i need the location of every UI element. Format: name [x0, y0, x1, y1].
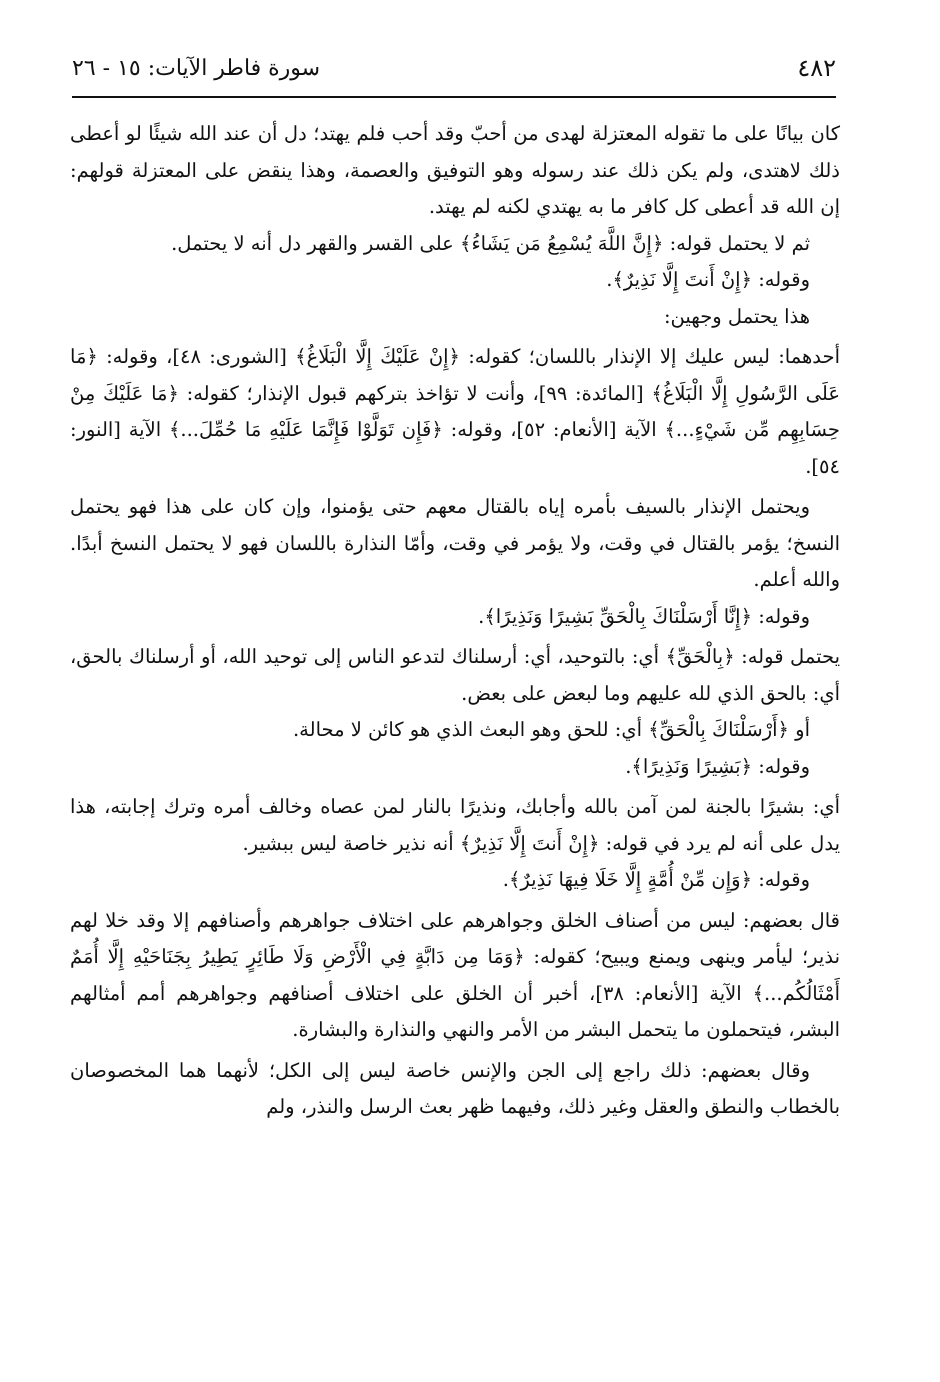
paragraph: وقوله: ﴿وَإِن مِّنْ أُمَّةٍ إِلَّا خَلَا فِيهَا نَذِيرٌ﴾.: [502, 868, 810, 891]
paragraph: وقوله: ﴿إِنْ أَنتَ إِلَّا نَذِيرٌ﴾.: [606, 268, 810, 291]
paragraph: أو ﴿أَرْسَلْنَاكَ بِالْحَقِّ﴾ أي: للحق وهو البعث الذي هو كائن لا محالة.: [292, 718, 810, 741]
paragraph: أحدهما: ليس عليك إلا الإنذار باللسان؛ كقوله: ﴿إِنْ عَلَيْكَ إِلَّا الْبَلَاغُ﴾ [الشورى: ٤٨]، وقوله: ﴿مَا عَلَى الرَّسُولِ إِلَّا الْبَلَاغُ﴾ [المائدة: ٩٩]، وأنت لا تؤاخذ بتركهم قبول الإنذار؛ كقوله: ﴿مَا عَلَيْكَ مِنْ حِسَابِهِم مِّن شَيْءٍ...﴾ الآية [الأنعام: ٥٢]، وقوله: ﴿فَإِن تَوَلَّوْا فَإِنَّمَا عَلَيْهِ مَا حُمِّلَ...﴾ الآية [النور: ٥٤].: [70, 345, 841, 478]
page-number: ٤٨٢: [797, 54, 836, 82]
paragraph: ثم لا يحتمل قوله: ﴿إِنَّ اللَّهَ يُسْمِعُ مَن يَشَاءُ﴾ على القسر والقهر دل أنه لا يحتمل.: [171, 231, 810, 255]
paragraph: ويحتمل الإنذار بالسيف بأمره إياه بالقتال معهم حتى يؤمنوا، وإن كان على هذا فهو يحتمل النسخ؛ يؤمر بالقتال في وقت، ولا يؤمر في وقت، وأمّا النذارة باللسان فهو لا يحتمل النسخ أبدًا. والله أعلم.: [70, 495, 840, 591]
paragraph: وقال بعضهم: ذلك راجع إلى الجن والإنس خاصة ليس إلى الكل؛ لأنهما هما المخصوصان بالخطاب والنطق والعقل وغير ذلك، وفيهما ظهر بعث الرسل والنذر، ولم: [70, 1058, 840, 1118]
paragraph: أي: بشيرًا بالجنة لمن آمن بالله وأجابك، ونذيرًا بالنار لمن عصاه وخالف أمره وترك إجابته، هذا يدل على أنه لم يرد في قوله: ﴿إِنْ أَنتَ إِلَّا نَذِيرٌ﴾ أنه نذير خاصة ليس ببشير.: [70, 795, 840, 855]
main-text: [70, 112, 840, 1126]
paragraph: يحتمل قوله: ﴿بِالْحَقِّ﴾ أي: بالتوحيد، أي: أرسلناك لتدعو الناس إلى توحيد الله، أو أرسلناك بالحق، أي: بالحق الذي لله عليهم وما لبعض على بعض.: [70, 645, 840, 705]
paragraph: وقوله: ﴿بَشِيرًا وَنَذِيرًا﴾.: [625, 754, 810, 778]
paragraph: وقوله: ﴿إِنَّا أَرْسَلْنَاكَ بِالْحَقِّ بَشِيرًا وَنَذِيرًا﴾.: [478, 604, 810, 628]
running-title: سورة فاطر الآيات: ١٥ - ٢٦: [72, 56, 321, 81]
paragraph: كان بيانًا على ما تقوله المعتزلة لهدى من أحبّ وقد أحب فلم يهتد؛ دل أن عند الله شيئًا لو أعطى ذلك لاهتدى، ولم يكن ذلك عند رسوله وهو التوفيق والعصمة، وهذا ينقض على المعتزلة قولهم: إن الله قد أعطى كل كافر ما به يهتدي لكنه لم يهتد.: [70, 122, 840, 218]
page-header: [72, 54, 836, 98]
paragraph: هذا يحتمل وجهين:: [663, 304, 810, 328]
paragraph: قال بعضهم: ليس من أصناف الخلق وجواهرهم على اختلاف جواهرهم وأصنافهم إلا وقد خلا لهم نذير؛ ليأمر وينهى ويمنع ويبيح؛ كقوله: ﴿وَمَا مِن دَابَّةٍ فِي الْأَرْضِ وَلَا طَائِرٍ يَطِيرُ بِجَنَاحَيْهِ إِلَّا أُمَمٌ أَمْثَالُكُم...﴾ الآية [الأنعام: ٣٨]، أخبر أن الخلق على اختلاف أصنافهم وجواهرهم أمم أمثالهم البشر، فيتحملون ما يتحمل البشر من الأمر والنهي والنذارة والبشارة.: [70, 908, 840, 1041]
